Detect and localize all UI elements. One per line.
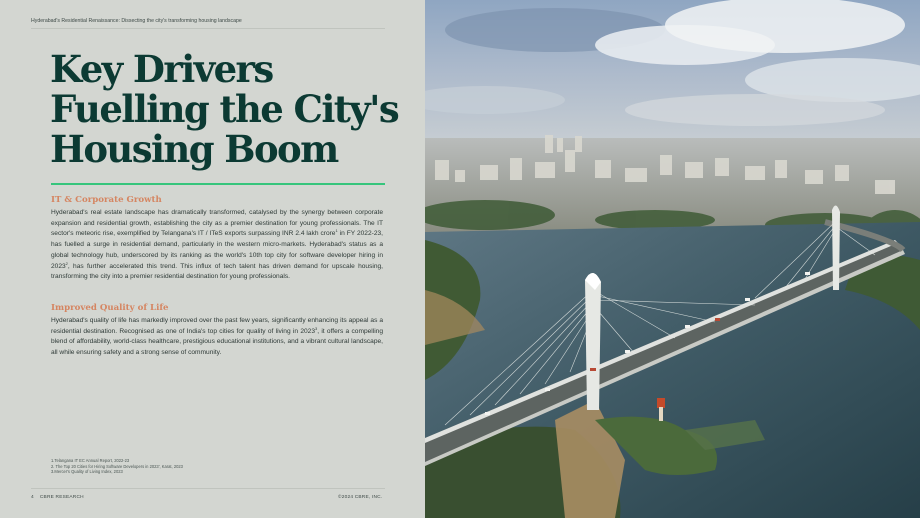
title-accent-rule: [51, 183, 385, 185]
title-line: Housing Boom: [50, 127, 338, 171]
section-heading: Improved Quality of Life: [51, 303, 169, 313]
footnote: 3.Mercer's Quality of Living Index, 2023: [51, 469, 123, 475]
footer-brand: CBRE RESEARCH: [39, 495, 84, 500]
section-body: Hyderabad's real estate landscape has dramatically transformed, catalysed by the synergy between corporate expansion and residential growth, establishing the city as a premier destination for young professionals. The IT sector's meteoric rise, exemplified by Telangana's IT / ITeS exports surpassing INR 2.4 lakh crore$^1$ in FY 2022-23, has fuelled a surge in residential demand, particularly in the western micro-markets. Hyderabad's status as a global technology hub, underscored by its ranking as the world's 10th top city for software developer hiring in 2023$^2$, has further accelerated this trend. This influx of tech talent has driven demand for upscale housing, transforming the city into a premier residential destination for young professionals.: [51, 209, 384, 281]
page-number: 4: [31, 495, 34, 500]
title-line: Fuelling the City's: [50, 87, 399, 131]
footer-left: [31, 495, 84, 500]
header-divider: [31, 28, 385, 29]
running-head: Hyderabad's Residential Renaissance: Dissecting the city's transforming housing landscape: [31, 18, 242, 24]
section-heading: IT & Corporate Growth: [51, 195, 162, 205]
page-title: [50, 49, 410, 169]
footer-divider: [31, 488, 385, 489]
copyright: ©2024 CBRE, INC.: [338, 495, 383, 500]
footnote-ref: 1: [335, 228, 338, 234]
section-it-corporate-growth: [51, 195, 383, 283]
title-line: Key Drivers: [50, 47, 273, 91]
footnote-ref: 3: [315, 325, 318, 331]
bridge-photo: [425, 0, 920, 518]
section-body: Hyderabad's quality of life has markedly improved over the past few years, significantly enhancing its appeal as a residential destination. Recognised as one of India's top cities for quality of living in 2023$^3$, it offers a compelling blend of affordability, world-class healthcare, prestigious educational institutions, and a vibrant cultural landscape, all while ensuring safety and a strong sense of community.: [51, 317, 384, 357]
section-quality-of-life: [51, 303, 383, 359]
footnote-ref: 2: [65, 260, 68, 266]
footnote: 2. The Top 20 Cities for Hiring Software Developers in 2023', Karat, 2023: [51, 463, 183, 469]
footnotes: [51, 458, 381, 475]
text-panel: [0, 0, 425, 518]
footnote: 1.Telangana IT EC Annual Report, 2022-23: [51, 458, 130, 463]
